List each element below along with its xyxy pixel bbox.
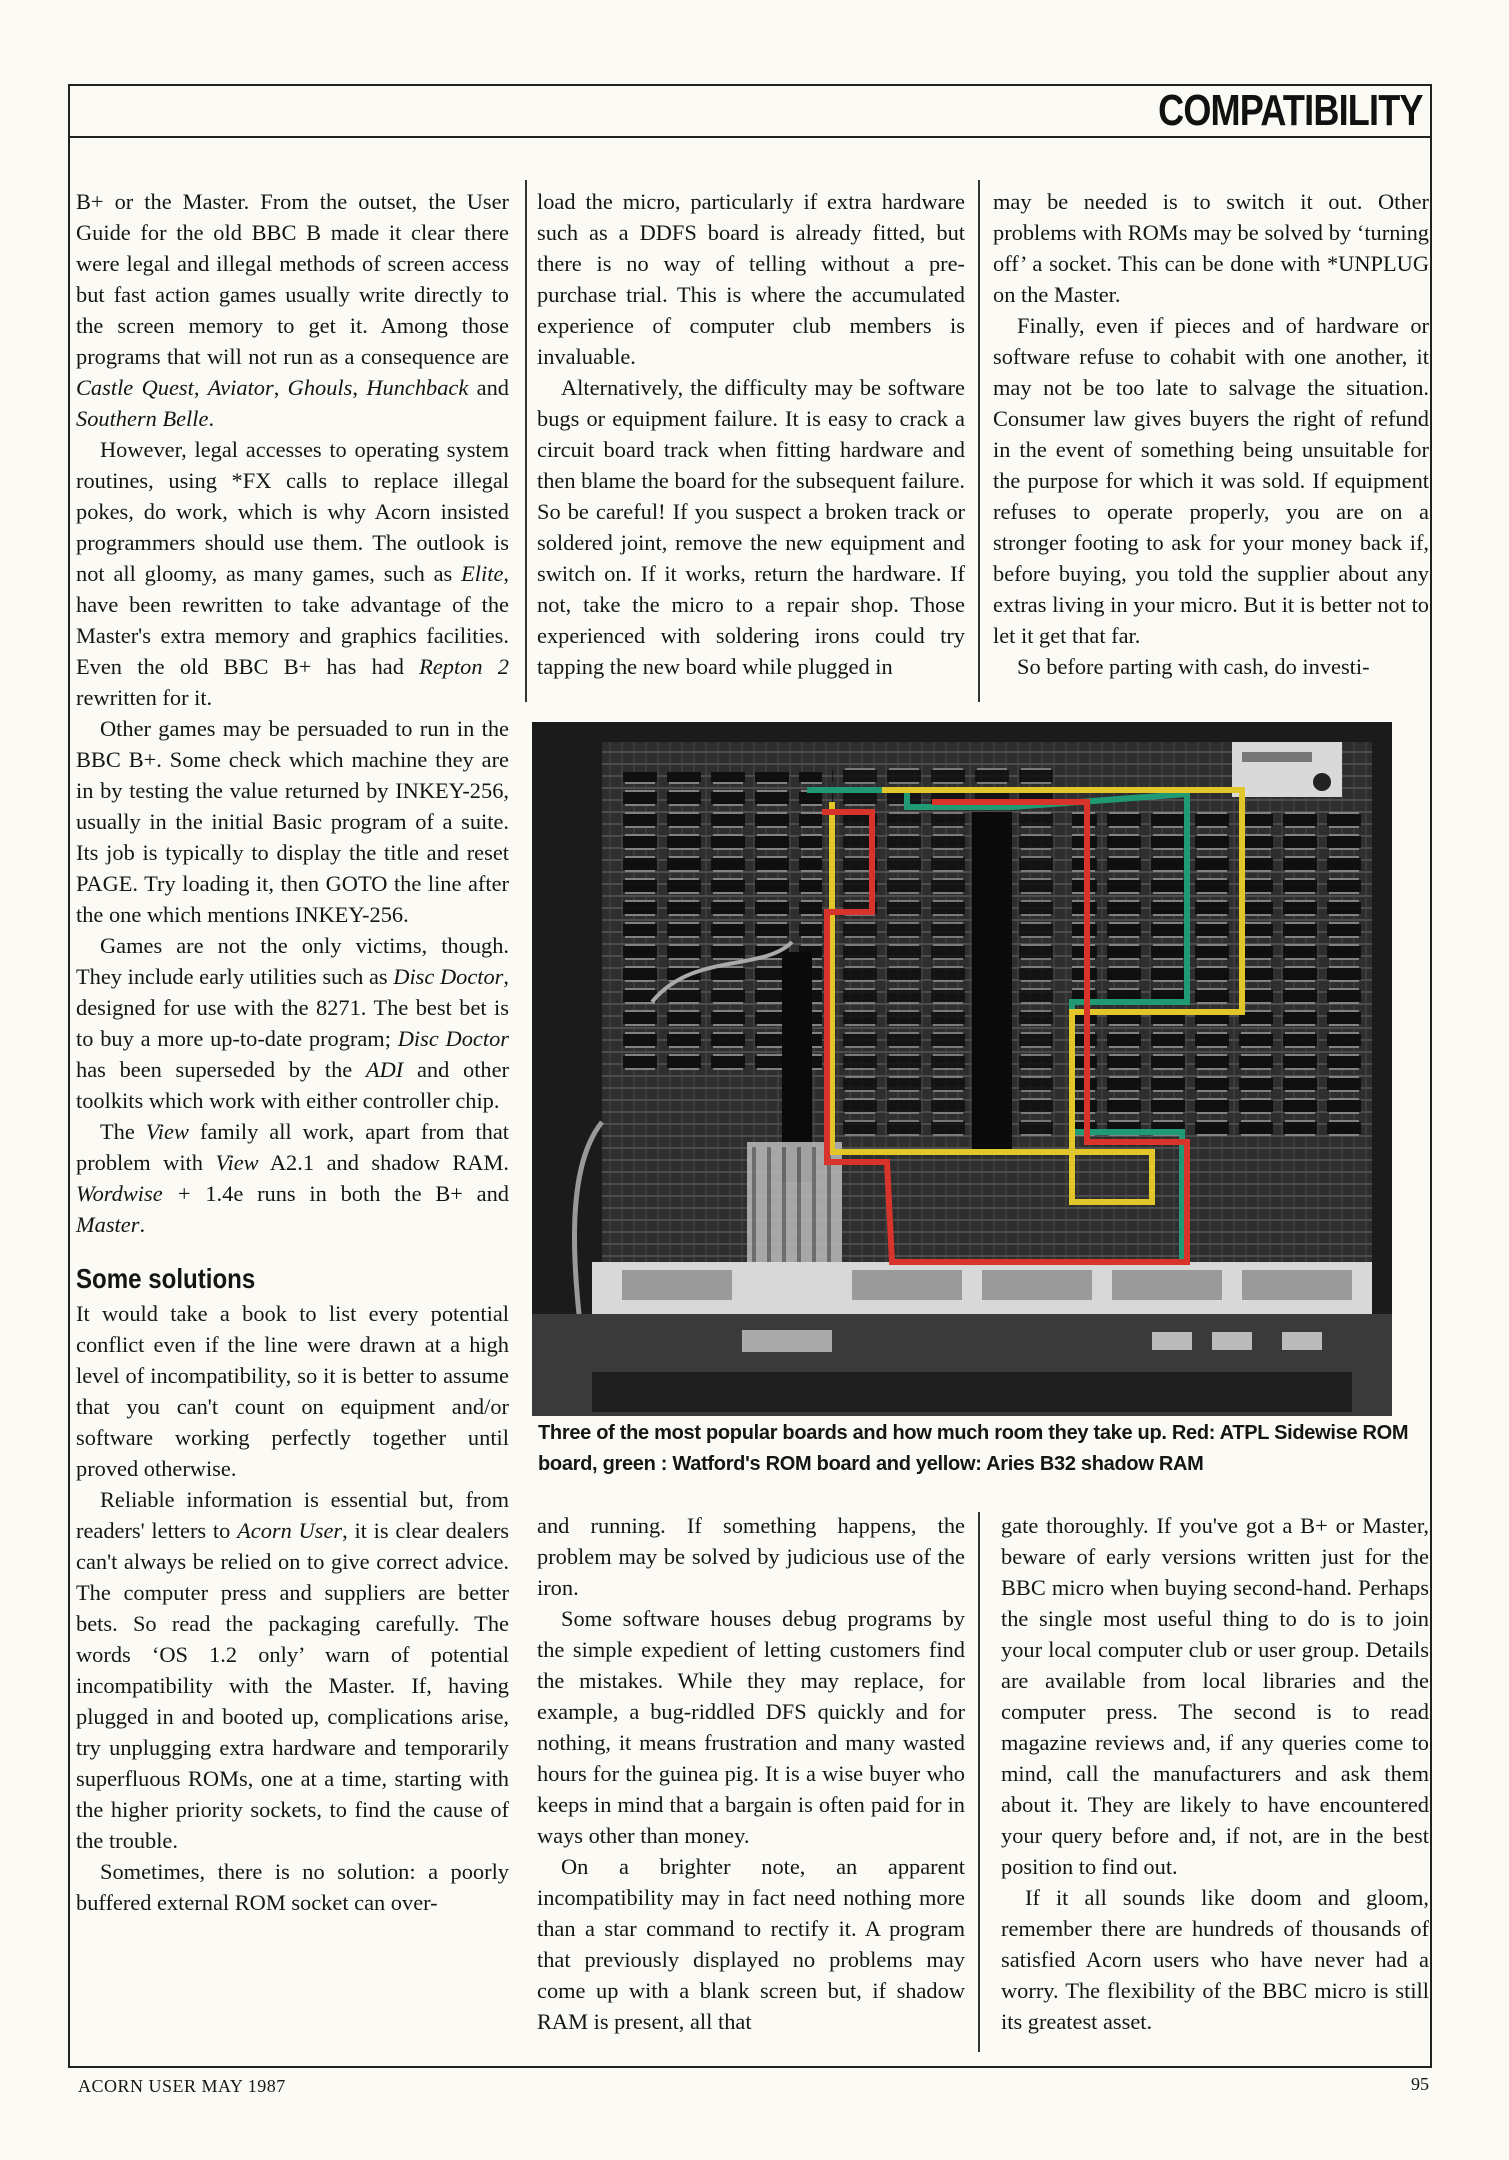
paragraph: gate thoroughly. If you've got a B+ or Master, beware of early versions written just for the BBC micro when buying second-hand. Perhaps the single most useful thing to do is to join your local computer club or user group. Details are available from local libraries and the computer press. The second is to read magazine reviews and, if any queries come to mind, call the manufacturers and ask them about it. They are likely to have encountered your query before and, if not, are in the best position to find out. — [1001, 1513, 1429, 1879]
paragraph: B+ or the Master. From the outset, the User Guide for the old BBC B made it clear there were legal and illegal methods of screen access but fast action games usually write directly to the screen memory to get it. Among those programs that will not run as a consequence are Castle Quest, Aviator, Ghouls, Hunchback and Southern Belle. — [76, 189, 509, 431]
column-rule — [525, 180, 527, 702]
paragraph: However, legal accesses to operating system routines, using *FX calls to replace illegal pokes, do work, which is why Acorn insisted programmers should use them. The outlook is not all gloomy, as many games, such as Elite, have been rewritten to take advantage of the Master's extra memory and graphics facilities. Even the old BBC B+ has had Repton 2 rewritten for it. — [76, 437, 509, 710]
paragraph: Finally, even if pieces and of hardware or software refuse to cohabit with one another, it may not be too late to salvage the situation. Consumer law gives buyers the right of refund in the event of something being unsuitable for the purpose for which it was sold. If equipment refuses to operate properly, you are on a stronger footing to ask for your money back if, before buying, you told the supplier about any extras living in your micro. But it is better not to let it get that far. — [993, 313, 1429, 648]
paragraph: may be needed is to switch it out. Other problems with ROMs may be solved by ‘turning off’ a socket. This can be done with *UNPLUG on the Master. — [993, 189, 1429, 307]
publication-footer: ACORN USER MAY 1987 — [78, 2076, 286, 2096]
circuit-board-photo — [532, 722, 1392, 1416]
column-3-bottom — [1001, 1510, 1429, 2037]
paragraph: The View family all work, apart from that problem with View A2.1 and shadow RAM. Wordwise + 1.4e runs in both the B+ and Master. — [76, 1119, 510, 1237]
header-rule — [70, 136, 1432, 138]
paragraph: It would take a book to list every potential conflict even if the line were drawn at a high level of incompatibility, so it is better to assume that you can't count on equipment and/or software working perfectly together until proved otherwise. — [76, 1301, 509, 1481]
paragraph: Games are not the only victims, though. They include early utilities such as Disc Doctor, designed for use with the 8271. The best bet is to buy a more up-to-date program; Disc Doctor has been superseded by the ADI and other toolkits which work with either controller chip. — [76, 933, 510, 1113]
paragraph: load the micro, particularly if extra hardware such as a DDFS board is already fitted, but there is no way of telling without a pre-purchase trial. This is where the accumulated experience of computer club members is invaluable. — [537, 189, 965, 369]
column-2-top — [537, 186, 965, 682]
column-rule — [978, 1512, 980, 2052]
paragraph: and running. If something happens, the problem may be solved by judicious use of the iron. — [537, 1513, 965, 1600]
paragraph: Reliable information is essential but, from readers' letters to Acorn User, it is clear dealers can't always be relied on to give correct advice. The computer press and suppliers are better bets. So read the packaging carefully. The words ‘OS 1.2 only’ warn of potential incompatibility with the Master. If, having plugged in and booted up, complications arise, try unplugging extra hardware and temporarily superfluous ROMs, one at a time, starting with the higher priority sockets, to find the cause of the trouble. — [76, 1487, 509, 1853]
paragraph: If it all sounds like doom and gloom, remember there are hundreds of thousands of satisfied Acorn users who have never had a worry. The flexibility of the BBC micro is still its greatest asset. — [1001, 1885, 1429, 2034]
column-1 — [76, 186, 509, 1918]
paragraph: Sometimes, there is no solution: a poorly buffered external ROM socket can over- — [76, 1859, 509, 1915]
column-2-bottom — [537, 1510, 965, 2037]
column-rule — [978, 180, 980, 702]
paragraph: Some software houses debug programs by the simple expedient of letting customers find the mistakes. While they may replace, for example, a bug-riddled DFS quickly and for nothing, it means frustration and many wasted hours for the guinea pig. It is a wise buyer who keeps in mind that a bargain is often paid for in ways other than money. — [537, 1606, 965, 1848]
paragraph: Other games may be persuaded to run in the BBC B+. Some check which machine they are in by testing the value returned by INKEY-256, usually in the initial Basic program of a suite. Its job is typically to display the title and reset PAGE. Try loading it, then GOTO the line after the one which mentions INKEY-256. — [76, 716, 509, 927]
paragraph: So before parting with cash, do investi- — [1017, 654, 1370, 679]
page-number: 95 — [1411, 2074, 1429, 2094]
paragraph: Alternatively, the difficulty may be software bugs or equipment failure. It is easy to crack a circuit board track when fitting hardware and then blame the board for the subsequent failure. So be careful! If you suspect a broken track or soldered joint, remove the new equipment and switch on. If it works, return the hardware. If not, take the micro to a repair shop. Those experienced with soldering irons could try tapping the new board while plugged in — [537, 375, 965, 679]
circuit-board-illustration — [532, 722, 1392, 1416]
section-title: COMPATIBILITY — [1158, 86, 1423, 135]
paragraph: On a brighter note, an apparent incompatibility may in fact need nothing more than a star command to rectify it. A program that previously displayed no problems may come up with a blank screen but, if shadow RAM is present, all that — [537, 1854, 965, 2034]
column-3-top — [993, 186, 1429, 682]
photo-caption: Three of the most popular boards and how much room they take up. Red: ATPL Sidewise ROM board, green : Watford's ROM board and yellow: Aries B32 shadow RAM — [538, 1422, 1409, 1475]
subheading: Some solutions — [76, 1263, 256, 1294]
